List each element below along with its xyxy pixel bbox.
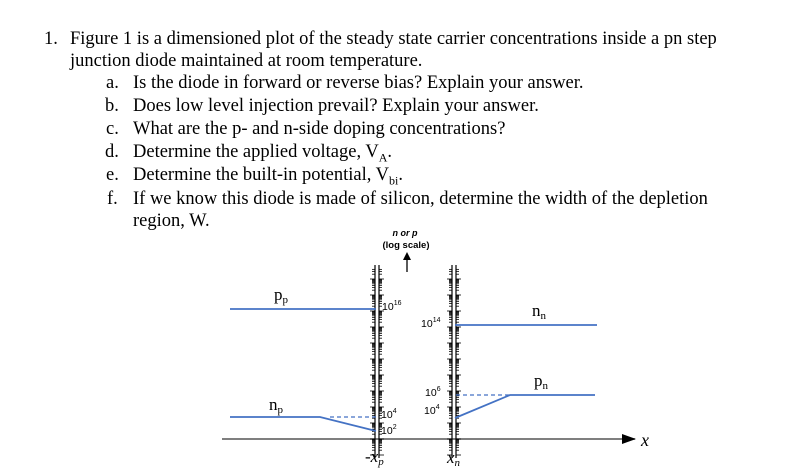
tick-left-1e16: $10^{16}$ [382, 300, 402, 313]
x-axis [222, 434, 636, 444]
part-b-text: Does low level injection prevail? Explain your answer. [133, 96, 539, 116]
tick-left-1e2: $10^2$ [381, 424, 397, 437]
question-line-2: junction diode maintained at room temperature. [70, 51, 423, 71]
np-label: np [269, 395, 283, 416]
part-e-label: e. [106, 165, 119, 185]
part-b-label: b. [105, 96, 119, 116]
part-f-text: If we know this diode is made of silicon, determine the width of the depletion [133, 189, 708, 209]
tick-right-1e6: $10^6$ [425, 386, 441, 399]
part-f-label: f. [107, 189, 118, 209]
x-axis-label: x [641, 430, 649, 450]
y-axis-title-line2: (log scale) [382, 240, 430, 251]
y-axis-title-line1: n or p [392, 228, 418, 238]
part-f-text-cont: region, W. [133, 211, 210, 231]
part-d-text: Determine the applied voltage, $V_A$. [133, 142, 393, 165]
part-c-label: c. [106, 119, 119, 139]
pn-label: pn [534, 371, 548, 392]
part-d-label: d. [105, 142, 119, 162]
tick-right-1e14: $10^{14}$ [421, 317, 441, 330]
part-c-text: What are the p- and n-side doping concentrations? [133, 119, 506, 139]
part-a-text: Is the diode in forward or reverse bias? Explain your answer. [133, 73, 584, 93]
pn-curve [455, 395, 595, 418]
np-curve [230, 417, 376, 431]
pp-label: pp [274, 285, 288, 306]
question-number: 1. [44, 29, 58, 49]
nn-label: nn [532, 301, 546, 322]
tick-right-1e4: $10^4$ [424, 404, 440, 417]
right-edge-label: xn [447, 448, 461, 469]
right-log-axis [447, 265, 461, 458]
left-edge-label: -xp [365, 447, 384, 468]
question-line-1: Figure 1 is a dimensioned plot of the steady state carrier concentrations inside a pn step [70, 29, 717, 49]
part-a-label: a. [106, 73, 119, 93]
tick-left-1e4: $10^4$ [381, 408, 397, 421]
part-e-text: Determine the built-in potential, $V_{bi}$. [133, 165, 403, 188]
y-axis-arrow [403, 252, 411, 272]
